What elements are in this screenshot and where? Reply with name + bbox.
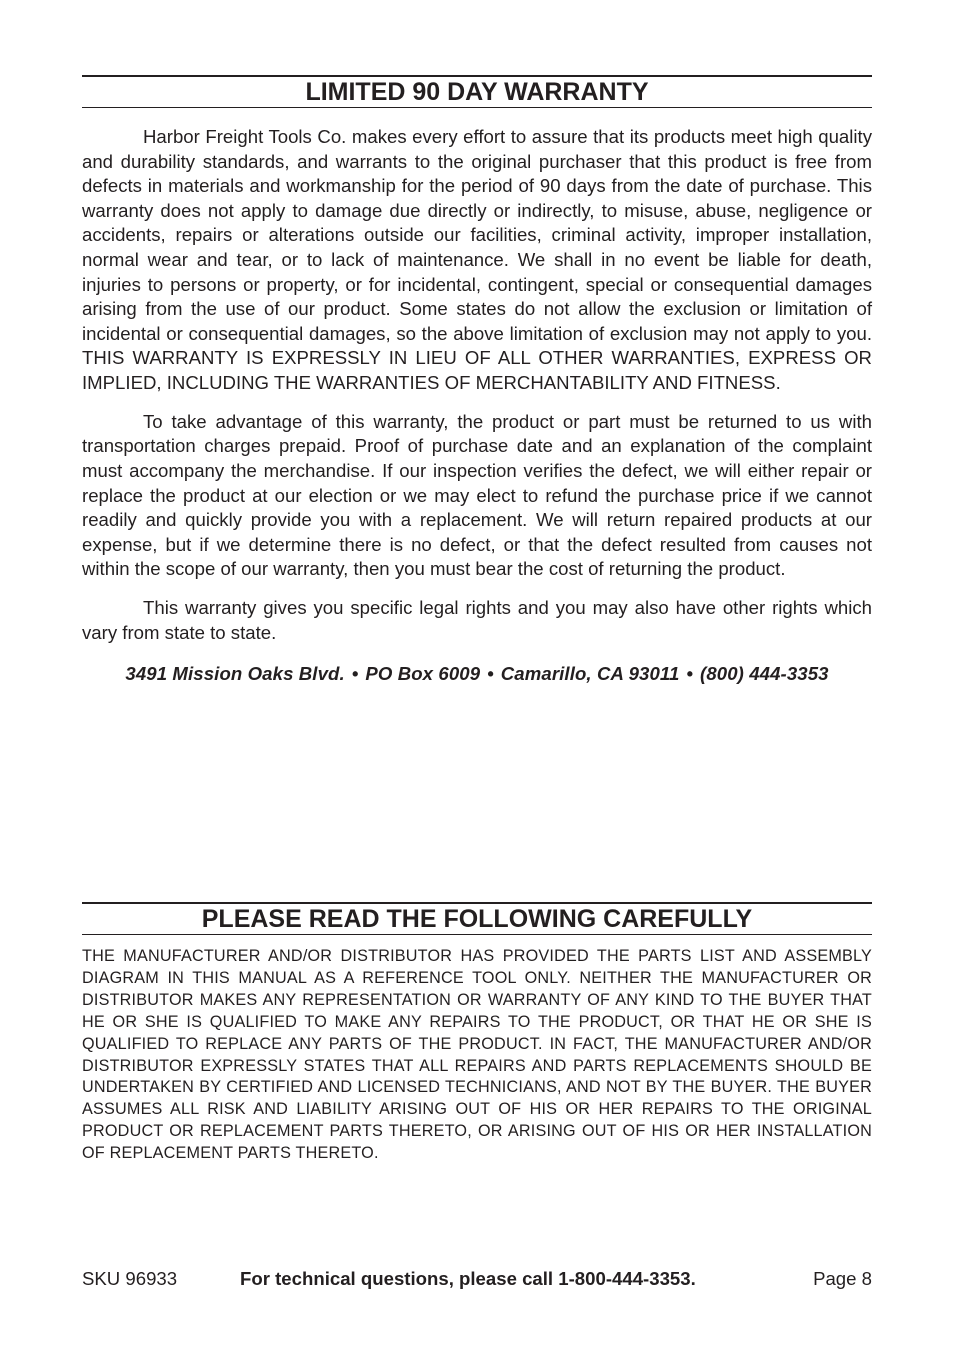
- warranty-paragraph-2: To take advantage of this warranty, the product or part must be returned to us with transportation charges prepaid. Proof of purchase date and an explanation of the complaint must accompany the merchandise. If our inspection verifies the defect, we will either repair or replace the product at our election or we may elect to refund the purchase price if we cannot readily and quickly provide you with a replacement. We will return repaired products at our expense, but if we determine there is no defect, or that the defect resulted from causes not within the scope of our warranty, then you must bear the cost of returning the product.: [82, 410, 872, 580]
- address-separator: •: [487, 663, 494, 685]
- notice-text: THE MANUFACTURER AND/OR DISTRIBUTOR HAS PROVIDED THE PARTS LIST AND ASSEMBLY DIAGRAM IN THIS MANUAL AS A REFERENCE TOOL ONLY. NEITHER THE MANUFACTURER OR DISTRIBUTOR MAKES ANY REPRESENTATION OR WARRANTY OF ANY KIND TO THE BUYER THAT HE OR SHE IS QUALIFIED TO MAKE ANY REPAIRS TO THE PRODUCT, OR THAT HE OR SHE IS QUALIFIED TO REPLACE ANY PARTS OF THE PRODUCT. IN FACT, THE MANUFACTURER AND/OR DISTRIBUTOR EXPRESSLY STATES THAT ALL REPAIRS AND PARTS REPLACEMENTS SHOULD BE UNDERTAKEN BY CERTIFIED AND LICENSED TECHNICIANS, AND NOT BY THE BUYER. THE BUYER ASSUMES ALL RISK AND LIABILITY ARISING OUT OF HIS OR HER REPAIRS TO THE ORIGINAL PRODUCT OR REPLACEMENT PARTS THERETO, OR ARISING OUT OF HIS OR HER INSTALLATION OF REPLACEMENT PARTS THERETO.: [82, 947, 872, 1163]
- warranty-section: [82, 75, 872, 685]
- company-address: [82, 663, 872, 685]
- notice-title: PLEASE READ THE FOLLOWING CAREFULLY: [82, 902, 872, 935]
- footer-sku: SKU 96933: [82, 1268, 178, 1289]
- address-phone: (800) 444-3353: [700, 663, 829, 685]
- warranty-paragraph-1: Harbor Freight Tools Co. makes every effort to assure that its products meet high quality and durability standards, and warrants to the original purchaser that this product is free from defects in materials and workmanship for the period of 90 days from the date of purchase. This warranty does not apply to damage due directly or indirectly, to misuse, abuse, negligence or accidents, repairs or alterations outside our facilities, criminal activity, improper installation, normal wear and tear, or to lack of maintenance. We shall in no event be liable for death, injuries to persons or property, or for incidental, contingent, special or consequential damages arising from the use of our product. Some states do not allow the exclusion or limitation of incidental or consequential damages, so the above limitation of exclusion may not apply to you. THIS WARRANTY IS EXPRESSLY IN LIEU OF ALL OTHER WARRANTIES, EXPRESS OR IMPLIED, INCLUDING THE WARRANTIES OF MERCHANTABILITY AND FITNESS.: [82, 126, 872, 393]
- warranty-title: LIMITED 90 DAY WARRANTY: [82, 75, 872, 108]
- warranty-paragraph-3: This warranty gives you specific legal rights and you may also have other rights which vary from state to state.: [82, 597, 872, 643]
- page-footer: [82, 1267, 872, 1291]
- notice-section: [82, 902, 872, 1165]
- address-street: 3491 Mission Oaks Blvd.: [125, 663, 345, 685]
- address-separator: •: [351, 663, 359, 685]
- address-city: Camarillo, CA 93011: [500, 663, 680, 685]
- address-separator: •: [686, 663, 694, 685]
- address-po-box: PO Box 6009: [365, 663, 481, 685]
- footer-tech-line: For technical questions, please call 1-800-444-3353.: [240, 1268, 696, 1289]
- footer-page-number: Page 8: [813, 1268, 872, 1289]
